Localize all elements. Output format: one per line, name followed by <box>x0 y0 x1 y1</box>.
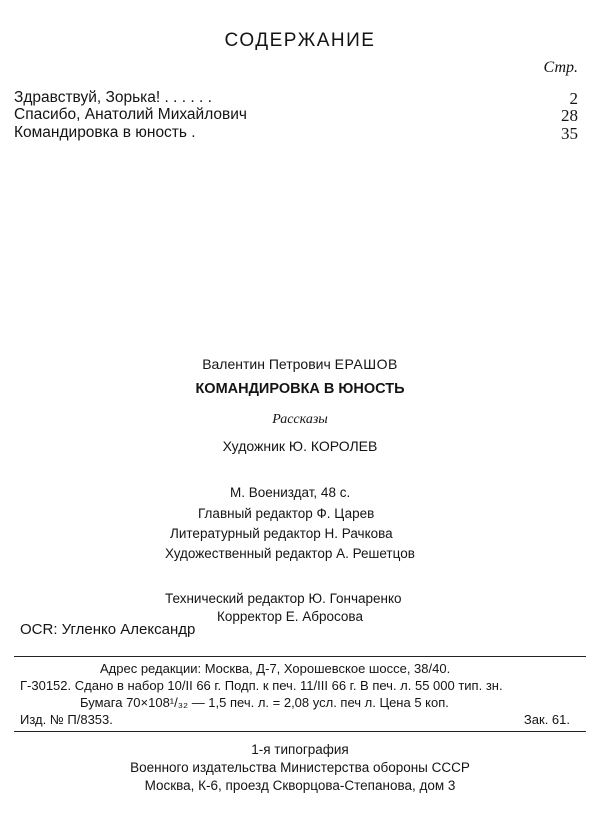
chief-editor: Главный редактор Ф. Царев <box>198 506 375 521</box>
printer-line-3: Москва, К-6, проезд Скворцова-Степанова, дом 3 <box>144 778 456 793</box>
imprint-order: Зак. 61. <box>523 712 570 727</box>
publisher-line: М. Воениздат, 48 с. <box>230 485 351 500</box>
toc-item-title: Командировка в юность . <box>14 124 196 141</box>
imprint-print-info: Г-30152. Сдано в набор 10/II 66 г. Подп. к печ. 11/III 66 г. В печ. л. 55 000 тип. зн. <box>20 678 503 693</box>
imprint-paper: Бумага 70×108¹/₃₂ — 1,5 печ. л. = 2,08 усл. печ л. Цена 5 коп. <box>80 695 449 710</box>
art-editor: Художественный редактор А. Решетцов <box>165 546 415 561</box>
imprint-address: Адрес редакции: Москва, Д-7, Хорошевское шоссе, 38/40. <box>100 661 451 676</box>
literary-editor: Литературный редактор Н. Рачкова <box>170 526 393 541</box>
toc-page-header: Стр. <box>543 59 578 76</box>
imprint-izd: Изд. № П/8353. <box>20 712 113 727</box>
proofreader: Корректор Е. Абросова <box>217 609 363 624</box>
toc-item-page: 2 <box>569 89 578 108</box>
book-genre: Рассказы <box>272 412 328 427</box>
book-artist: Художник Ю. КОРОЛЕВ <box>222 438 378 454</box>
book-title: КОМАНДИРОВКА В ЮНОСТЬ <box>195 381 405 397</box>
toc-item-page: 35 <box>561 124 578 143</box>
ocr-credit: OCR: Угленко Александр <box>20 621 196 638</box>
author-name: Валентин Петрович <box>202 356 331 372</box>
toc-item-page: 28 <box>561 106 578 125</box>
author <box>0 356 600 372</box>
printer-line-1: 1-я типография <box>251 742 349 757</box>
divider-top <box>14 656 586 657</box>
printer-line-2: Военного издательства Министерства обороны СССР <box>130 760 470 775</box>
toc-item-title: Здравствуй, Зорька! . . . . . . <box>14 89 212 106</box>
tech-editor: Технический редактор Ю. Гончаренко <box>165 591 402 606</box>
divider-bottom <box>14 731 586 732</box>
toc-item <box>14 124 578 146</box>
toc-title: СОДЕРЖАНИЕ <box>224 30 376 51</box>
toc-item-title: Спасибо, Анатолий Михайлович <box>14 106 248 123</box>
author-surname: ЕРАШОВ <box>334 356 398 372</box>
